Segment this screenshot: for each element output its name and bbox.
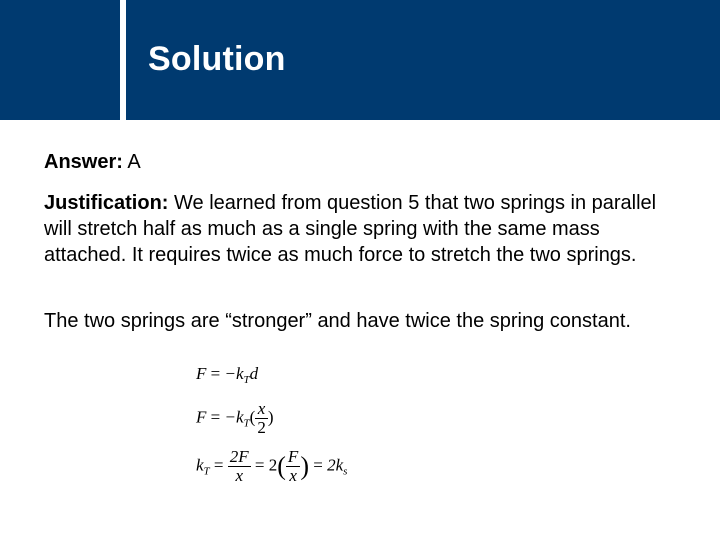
answer-label: Answer: <box>44 151 123 173</box>
answer-value: A <box>127 151 141 173</box>
justification-paragraph <box>44 190 684 268</box>
justification-text: We learned from question 5 that two springs in parallel will stretch half as much as a single spring with the same mass attached. It requires twice as much force to stretch the two springs. <box>44 192 657 266</box>
conclusion-paragraph: The two springs are “stronger” and have twice the spring constant. <box>44 310 631 332</box>
title-bar-left-block <box>0 0 120 120</box>
answer-line <box>44 149 684 175</box>
equation-force-kt-d: $F = -k_Td$ <box>196 364 259 386</box>
slide-title: Solution <box>148 40 286 78</box>
equation-force-kt-x-over-2: $F = -k_T$( $\frac{x}{2}$ ) <box>196 399 274 437</box>
title-bar-divider <box>120 0 126 120</box>
justification-label: Justification: <box>44 192 169 214</box>
equation-kt-equals-2ks: $k_T$ = $\frac{2F}{x}$ = 2( $\frac{F}{x}$ ) = $2k_s$ <box>196 447 348 485</box>
